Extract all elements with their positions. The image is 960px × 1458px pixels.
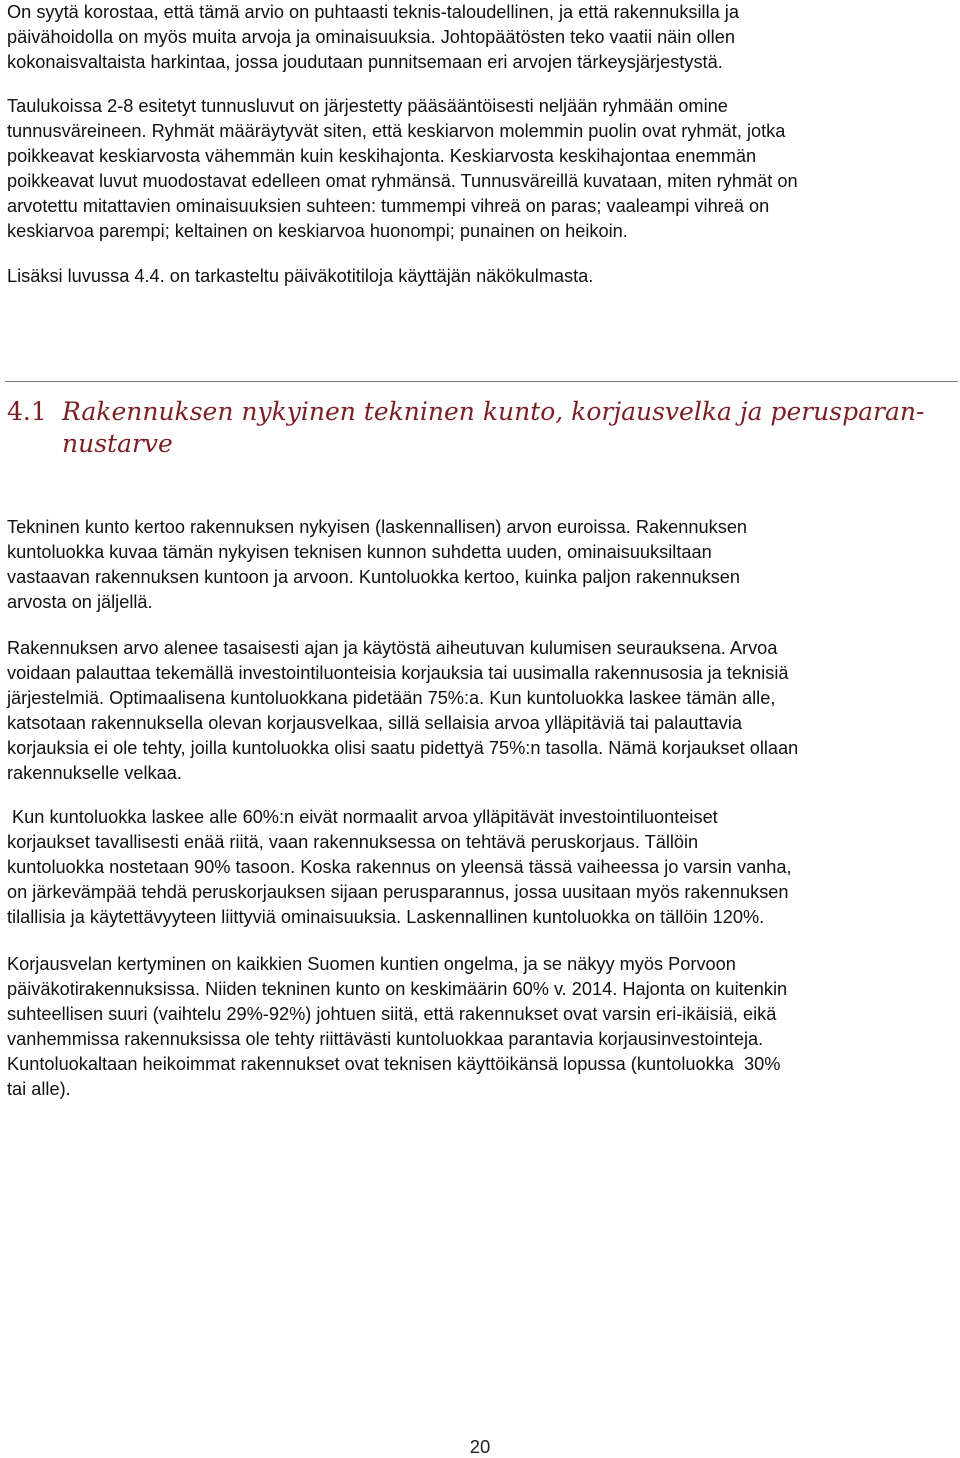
text-line: arvosta on jäljellä. bbox=[7, 592, 153, 612]
text-line: katsotaan rakennuksella olevan korjausvelkaa, sillä sellaisia arvoa ylläpitäviä tai palauttavia bbox=[7, 713, 742, 733]
section-divider bbox=[5, 381, 958, 382]
text-line: poikkeavat keskiarvosta vähemmän kuin keskihajonta. Keskiarvosta keskihajontaa enemmän bbox=[7, 146, 757, 166]
text-line: Lisäksi luvussa 4.4. on tarkasteltu päiväkotitiloja käyttäjän näkökulmasta. bbox=[7, 266, 594, 286]
text-line: arvotettu mitattavien ominaisuuksien suhteen: tummempi vihreä on paras; vaaleampi vihreä on bbox=[7, 196, 770, 216]
section-title-line: nustarve bbox=[62, 429, 173, 458]
paragraph-porvoo-status bbox=[7, 952, 955, 1102]
text-line: Tekninen kunto kertoo rakennuksen nykyisen (laskennallisen) arvon euroissa. Rakennuksen bbox=[7, 517, 748, 537]
text-line: kuntoluokka kuvaa tämän nykyisen teknisen kunnon suhdetta uuden, ominaisuuksiltaan bbox=[7, 542, 712, 562]
text-line: Taulukoissa 2-8 esitetyt tunnusluvut on järjestetty pääsääntöisesti neljään ryhmään omine bbox=[7, 96, 728, 116]
text-line: suhteellisen suuri (vaihtelu 29%-92%) johtuen siitä, että rakennukset ovat varsin eri-ikäisiä, eikä bbox=[7, 1004, 777, 1024]
paragraph-assessment-note bbox=[7, 0, 955, 75]
text-line: on järkevämpää tehdä peruskorjauksen sijaan perusparannus, jossa uusitaan myös rakennuksen bbox=[7, 882, 789, 902]
section-title bbox=[62, 396, 924, 460]
section-title-line: Rakennuksen nykyinen tekninen kunto, korjausvelka ja perusparan- bbox=[62, 397, 925, 426]
text-line: voidaan palauttaa tekemällä investointiluonteisia korjauksia tai uusimalla rakennusosia ja teknisiä bbox=[7, 663, 789, 683]
text-line: rakennukselle velkaa. bbox=[7, 763, 182, 783]
paragraph-repair-debt bbox=[7, 636, 955, 786]
text-line: Kun kuntoluokka laskee alle 60%:n eivät normaalit arvoa ylläpitävät investointiluonteiset bbox=[7, 807, 718, 827]
text-line: päiväkotirakennuksissa. Niiden tekninen kunto on keskimäärin 60% v. 2014. Hajonta on kuitenkin bbox=[7, 979, 788, 999]
paragraph-renovation bbox=[7, 805, 955, 930]
page-number: 20 bbox=[469, 1436, 491, 1457]
text-line: tai alle). bbox=[7, 1079, 71, 1099]
section-number: 4.1 bbox=[7, 397, 47, 426]
text-line: tilallisia ja käytettävyyteen liittyviä ominaisuuksia. Laskennallinen kuntoluokka on tällöin 120%. bbox=[7, 907, 765, 927]
text-line: Rakennuksen arvo alenee tasaisesti ajan ja käytöstä aiheutuvan kulumisen seurauksena. Arvoa bbox=[7, 638, 778, 658]
text-line: vanhemmissa rakennuksissa ole tehty riittävästi kuntoluokkaa parantavia korjausinvestointeja. bbox=[7, 1029, 764, 1049]
paragraph-technical-condition bbox=[7, 515, 955, 615]
text-line: poikkeavat luvut muodostavat edelleen omat ryhmänsä. Tunnusväreillä kuvataan, miten ryhmät on bbox=[7, 171, 798, 191]
text-line: korjaukset tavallisesti enää riitä, vaan rakennuksessa on tehtävä peruskorjaus. Tällöin bbox=[7, 832, 699, 852]
text-line: On syytä korostaa, että tämä arvio on puhtaasti teknis-taloudellinen, ja että rakennuksilla ja bbox=[7, 2, 739, 22]
text-line: korjauksia ei ole tehty, joilla kuntoluokka olisi saatu pidettyä 75%:n tasolla. Nämä korjaukset ollaan bbox=[7, 738, 799, 758]
text-line: tunnusväreineen. Ryhmät määräytyvät siten, että keskiarvon molemmin puolin ovat ryhmät, jotka bbox=[7, 121, 786, 141]
paragraph-chapter-reference bbox=[7, 264, 955, 289]
text-line: keskiarvoa parempi; keltainen on keskiarvoa huonompi; punainen on heikoin. bbox=[7, 221, 628, 241]
text-line: kokonaisvaltaista harkintaa, jossa joudutaan punnitsemaan eri arvojen tärkeysjärjestystä. bbox=[7, 52, 723, 72]
text-line: Kuntoluokaltaan heikoimmat rakennukset ovat teknisen käyttöikänsä lopussa (kuntoluokka 30% bbox=[7, 1054, 781, 1074]
text-line: vastaavan rakennuksen kuntoon ja arvoon. Kuntoluokka kertoo, kuinka paljon rakennuksen bbox=[7, 567, 741, 587]
text-line: kuntoluokka nostetaan 90% tasoon. Koska rakennus on yleensä tässä vaiheessa jo varsin vanha, bbox=[7, 857, 792, 877]
paragraph-color-groups bbox=[7, 94, 955, 244]
text-line: Korjausvelan kertyminen on kaikkien Suomen kuntien ongelma, ja se näkyy myös Porvoon bbox=[7, 954, 736, 974]
text-line: järjestelmiä. Optimaalisena kuntoluokkana pidetään 75%:a. Kun kuntoluokka laskee tämän alle, bbox=[7, 688, 776, 708]
text-line: päivähoidolla on myös muita arvoja ja ominaisuuksia. Johtopäätösten teko vaatii näin ollen bbox=[7, 27, 735, 47]
